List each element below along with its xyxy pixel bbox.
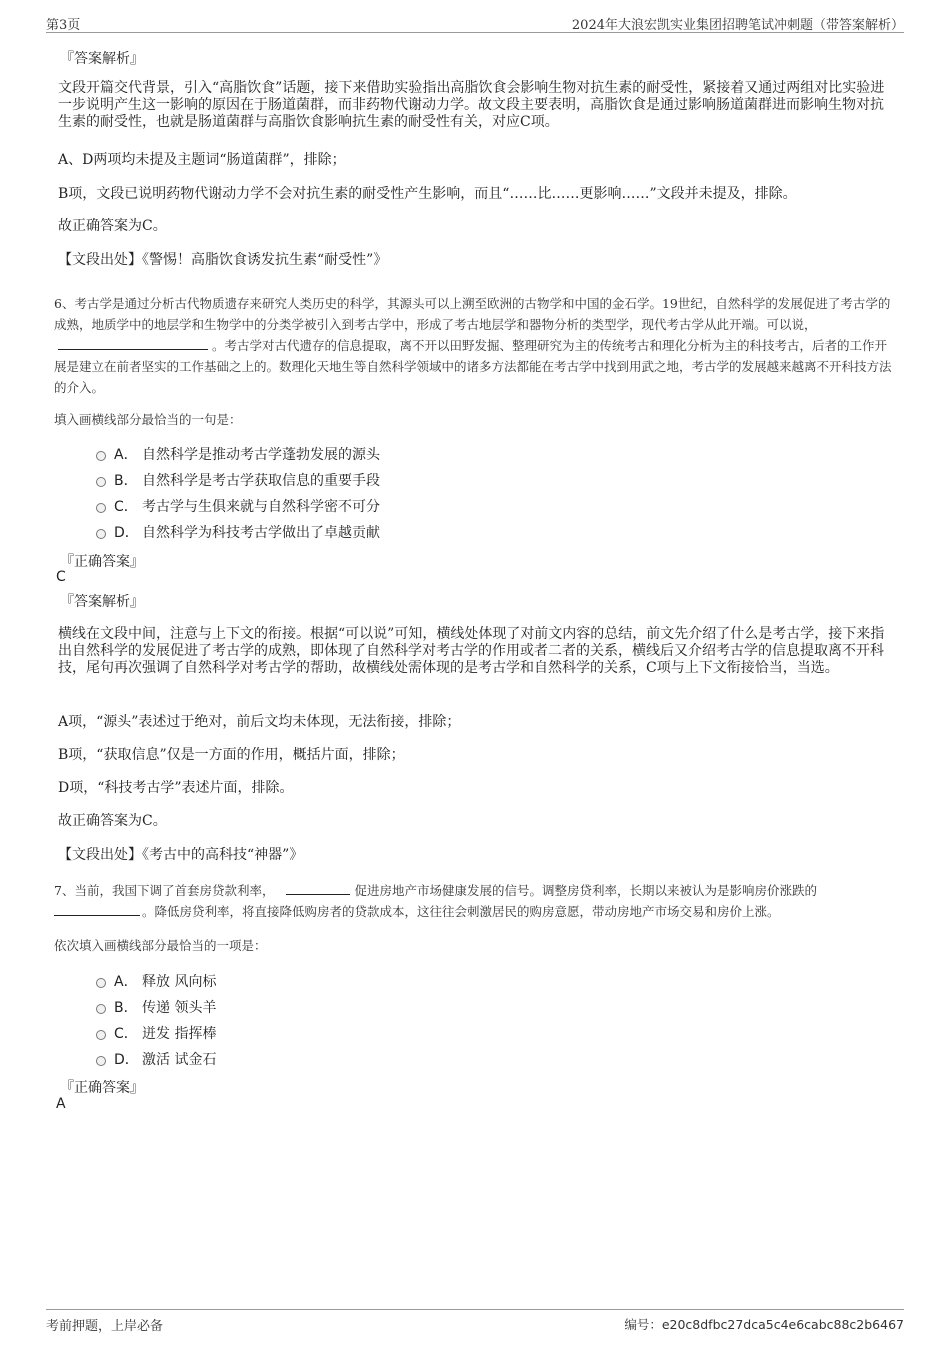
q5-source: 【文段出处】《警惕！高脂饮食诱发抗生素“耐受性”》: [58, 252, 388, 268]
q6-prompt: 填入画横线部分最恰当的一句是：: [54, 412, 242, 427]
radio-icon[interactable]: [96, 529, 106, 539]
q7-blank-1: [286, 882, 350, 895]
q6-correct-label: 『正确答案』: [60, 554, 144, 570]
q6-option-a[interactable]: A． 自然科学是推动考古学蓬勃发展的源头: [96, 444, 380, 462]
q7-option-b[interactable]: B． 传递 领头羊: [96, 997, 216, 1015]
document-title: 2024年大浪宏凯实业集团招聘笔试冲刺题（带答案解析）: [571, 18, 904, 33]
q6-analysis-paragraph-1: 横线在文段中间，注意与上下文的衔接。根据“可以说”可知，横线处体现了对前文内容的总结，前文先介绍了什么是考古学，接下来指出自然科学的发展促进了考古学的成熟，即体现了自然科学对考古学的作用或者二者的关系，横线后又介绍考古学的信息提取离不开科技，尾句再次强调了自然科学对考古学的帮助，故横线处需体现的是考古学和自然科学的关系，C项与上下文衔接恰当，当选。: [58, 626, 885, 676]
footer-slogan: 考前押题，上岸必备: [46, 1319, 164, 1334]
q7-blank-2: [54, 903, 140, 916]
q6-stem: [54, 293, 896, 398]
q6-analysis-paragraph-2: A项，“源头”表述过于绝对，前后文均未体现，无法衔接，排除；: [58, 714, 461, 730]
q7-option-c[interactable]: C． 迸发 指挥棒: [96, 1023, 216, 1041]
q5-analysis-paragraph-1: 文段开篇交代背景，引入“高脂饮食”话题，接下来借助实验指出高脂饮食会影响生物对抗生素的耐受性，紧接着又通过两组对比实验进一步说明产生这一影响的原因在于肠道菌群，而非药物代谢动力学。故文段主要表明，高脂饮食是通过影响肠道菌群进而影响生物对抗生素的耐受性，也就是肠道菌群与高脂饮食影响抗生素的耐受性有关，对应C项。: [58, 80, 885, 130]
q6-option-c[interactable]: C． 考古学与生俱来就与自然科学密不可分: [96, 496, 380, 514]
q5-analysis-paragraph-3: B项，文段已说明药物代谢动力学不会对抗生素的耐受性产生影响，而且“……比……更影响……”文段并未提及，排除。: [58, 186, 797, 202]
q5-analysis-paragraph-4: 故正确答案为C。: [58, 218, 167, 234]
q6-analysis-paragraph-5: 故正确答案为C。: [58, 813, 167, 829]
q5-analysis-paragraph-2: A、D两项均未提及主题词“肠道菌群”，排除；: [58, 152, 346, 168]
q7-stem-part-3: 。降低房贷利率，将直接降低购房者的贷款成本，这往往会刺激居民的购房意愿，带动房地产市场交易和房价上涨。: [142, 904, 780, 919]
q6-option-b[interactable]: B． 自然科学是考古学获取信息的重要手段: [96, 470, 380, 488]
q6-source: 【文段出处】《考古中的高科技“神器”》: [58, 847, 304, 863]
q7-stem-part-2: 促进房地产市场健康发展的信号。调整房贷利率，长期以来被认为是影响房价涨跌的: [354, 883, 817, 898]
q6-stem-part-2: 。考古学对古代遗存的信息提取，离不开以田野发掘、整理研究为主的传统考古和理化分析为主的科技考古，后者的工作开展是建立在前者坚实的工作基础之上的。数理化天地生等自然科学领域中的诸多方法都能在考古学中找到用武之地，考古学的发展越来越离不开科技方法的介入。: [54, 338, 892, 395]
q6-analysis-paragraph-3: B项，“获取信息”仅是一方面的作用，概括片面，排除；: [58, 747, 405, 763]
q7-prompt: 依次填入画横线部分最恰当的一项是：: [54, 938, 267, 953]
q7-option-d[interactable]: D． 激活 试金石: [96, 1049, 216, 1067]
radio-icon[interactable]: [96, 1030, 106, 1040]
page-number: 第3页: [46, 18, 81, 33]
radio-icon[interactable]: [96, 1004, 106, 1014]
radio-icon[interactable]: [96, 477, 106, 487]
page-footer: [46, 1309, 904, 1334]
radio-icon[interactable]: [96, 503, 106, 513]
page-header: [46, 12, 904, 33]
radio-icon[interactable]: [96, 978, 106, 988]
q6-blank: [58, 337, 208, 350]
radio-icon[interactable]: [96, 451, 106, 461]
q6-stem-part-1: 6、考古学是通过分析古代物质遗存来研究人类历史的科学，其源头可以上溯至欧洲的古物学和中国的金石学。19世纪，自然科学的发展促进了考古学的成熟，地质学中的地层学和生物学中的分类学被引入到考古学中，形成了考古地层学和器物分析的类型学，现代考古学从此开端。可以说，: [54, 296, 891, 332]
document-code: 编号：e20c8dfbc27dca5c4e6cabc88c2b6467: [624, 1317, 904, 1332]
radio-icon[interactable]: [96, 1056, 106, 1066]
q7-option-a[interactable]: A． 释放 风向标: [96, 971, 216, 989]
q6-correct-answer: C: [56, 569, 66, 585]
q7-correct-answer: A: [56, 1096, 66, 1112]
q7-stem: [54, 880, 896, 922]
q5-analysis-label: 『答案解析』: [60, 51, 144, 67]
q7-correct-label: 『正确答案』: [60, 1080, 144, 1096]
q6-analysis-label: 『答案解析』: [60, 594, 144, 610]
q7-stem-part-1: 7、当前，我国下调了首套房贷款利率，: [54, 883, 275, 898]
q6-option-d[interactable]: D． 自然科学为科技考古学做出了卓越贡献: [96, 522, 380, 540]
q6-analysis-paragraph-4: D项，“科技考古学”表述片面，排除。: [58, 780, 294, 796]
